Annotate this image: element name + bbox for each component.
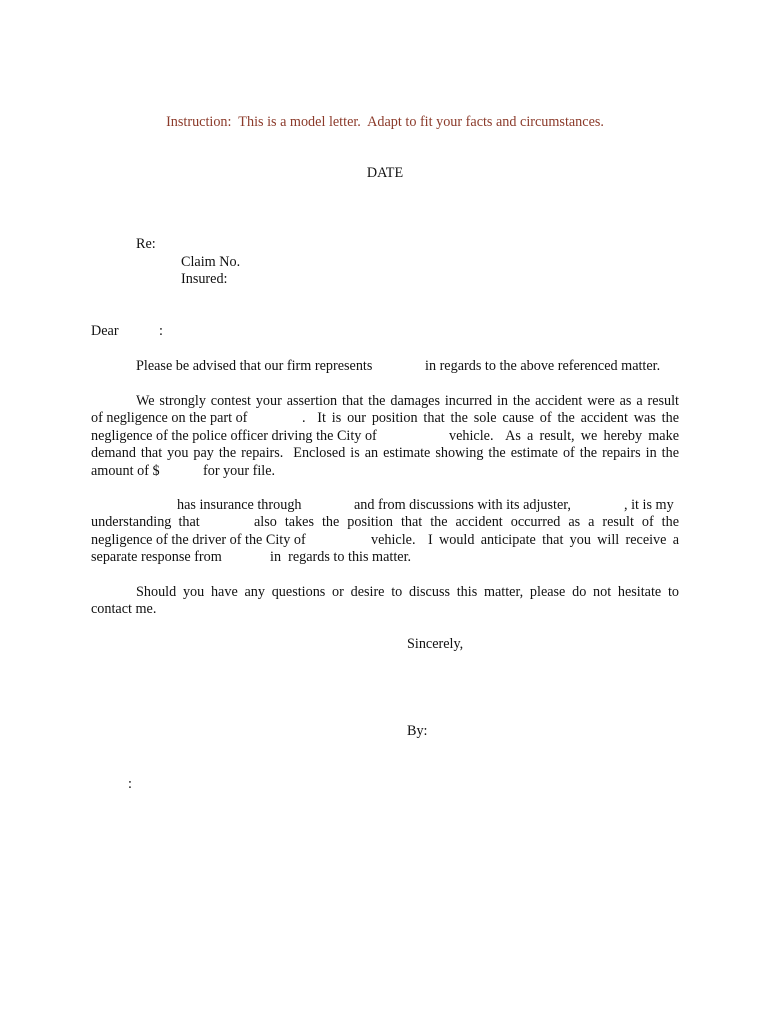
insured-label: Insured:: [181, 271, 228, 287]
paragraph-2-line-5-a: amount of $: [91, 463, 160, 479]
enclosure-colon: :: [128, 776, 132, 792]
paragraph-3-line-1-b: and from discussions with its adjuster,: [354, 497, 571, 513]
claim-number-label: Claim No.: [181, 254, 241, 270]
letter-date: DATE: [366, 165, 404, 181]
paragraph-2-line-1: We strongly contest your assertion that the damages incurred in the accident were as a result: [136, 393, 679, 409]
paragraph-3-line-3-b: vehicle. I would anticipate that you will receive a: [371, 532, 679, 548]
instruction-note: Instruction: This is a model letter. Adapt to fit your facts and circumstances.: [166, 114, 604, 130]
paragraph-3-line-2-a: understanding that: [91, 514, 200, 530]
signature-by-label: By:: [407, 723, 428, 739]
paragraph-1-part-b: in regards to the above referenced matter.: [425, 358, 661, 374]
paragraph-3-line-1-a: has insurance through: [177, 497, 302, 513]
closing-sincerely: Sincerely,: [407, 636, 464, 652]
salutation-colon: :: [159, 323, 163, 339]
paragraph-3-line-4-b: in regards to this matter.: [270, 549, 412, 565]
paragraph-2-line-3-b: vehicle. As a result, we hereby make: [449, 428, 679, 444]
paragraph-1-part-a: Please be advised that our firm represents: [136, 358, 373, 374]
paragraph-4-line-2: contact me.: [91, 601, 157, 617]
paragraph-2-line-4: demand that you pay the repairs. Enclosed is an estimate showing the estimate of the repairs in the: [91, 445, 679, 461]
paragraph-3-line-3-a: negligence of the driver of the City of: [91, 532, 306, 548]
re-label: Re:: [136, 236, 156, 252]
paragraph-2-line-5-b: for your file.: [203, 463, 276, 479]
paragraph-3-line-2-b: also takes the position that the accident occurred as a result of the: [254, 514, 679, 530]
paragraph-2-line-3-a: negligence of the police officer driving the City of: [91, 428, 377, 444]
paragraph-3-line-4-a: separate response from: [91, 549, 222, 565]
salutation-dear: Dear: [91, 323, 119, 339]
paragraph-2-line-2-a: of negligence on the part of: [91, 410, 248, 426]
paragraph-3-line-1-c: , it is my: [624, 497, 674, 513]
paragraph-2-line-2-b: . It is our position that the sole cause of the accident was the: [302, 410, 679, 426]
paragraph-4-line-1: Should you have any questions or desire to discuss this matter, please do not hesitate to: [136, 584, 679, 600]
